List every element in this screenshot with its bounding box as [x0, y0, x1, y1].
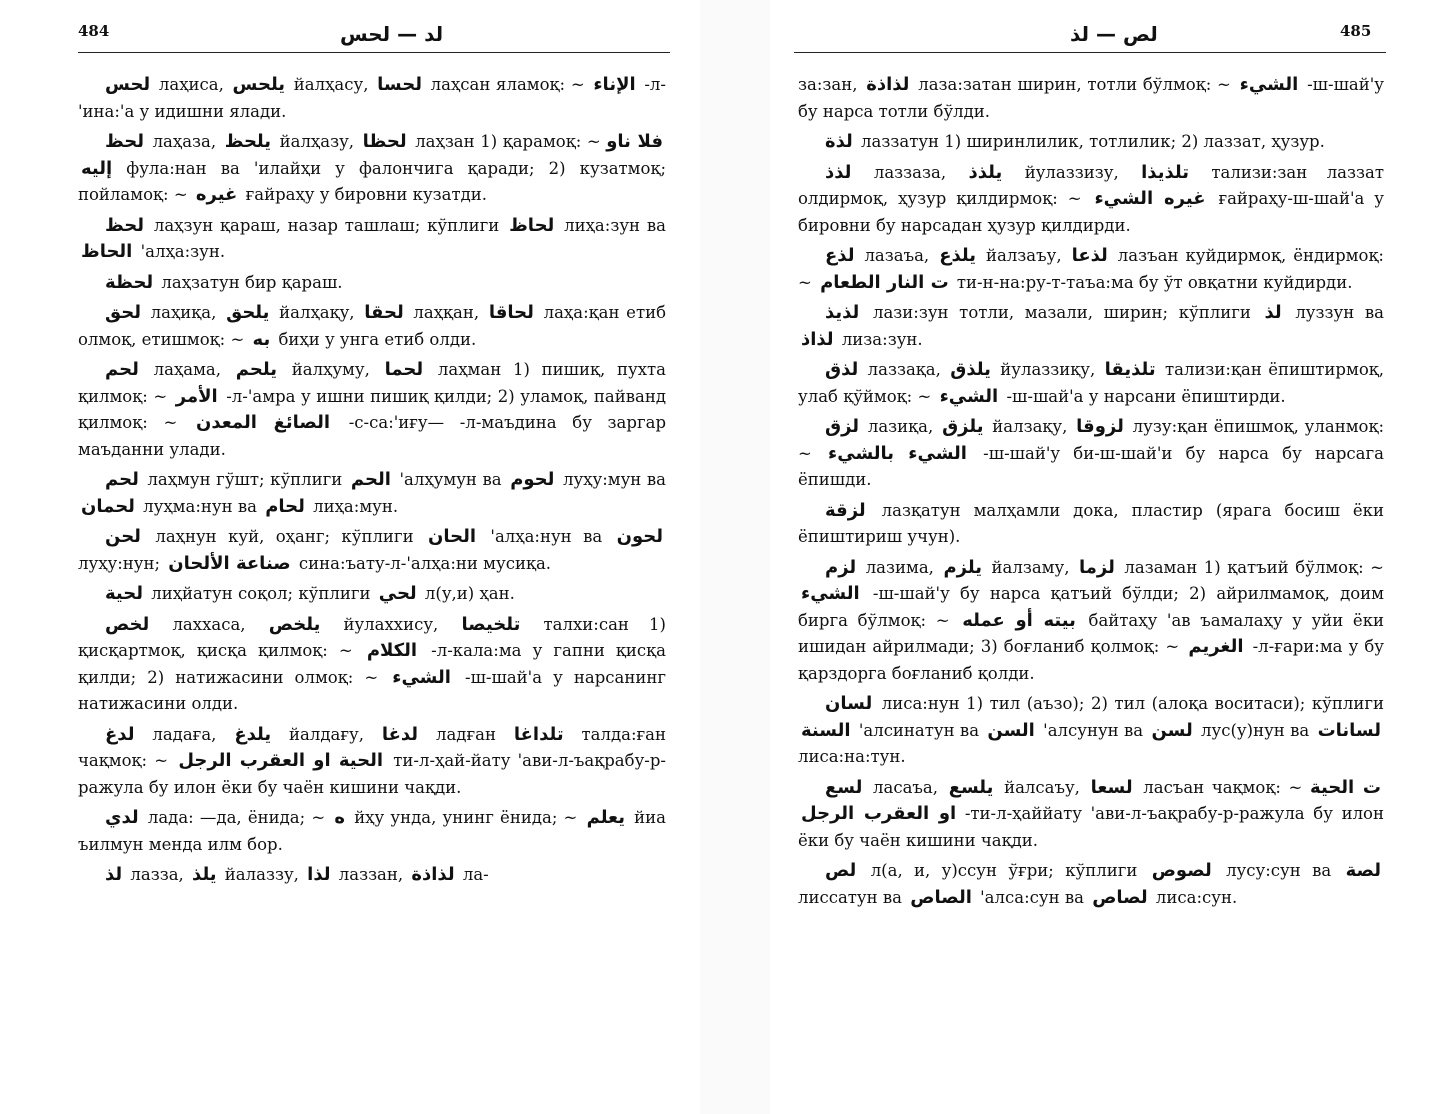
dictionary-entry: لحق лаҳиқа, يلحق йалҳақу, لحقا лаҳқан, لحاقا лаҳа:қан етиб олмоқ, етишмоқ: ~ به биҳи у унга етиб олди.: [78, 302, 667, 350]
dictionary-entry: لدغ ладаға, يلدغ йалдағу, لدغا ладған تلداغا талда:ған чақмоқ: ~ الحية او العقرب الرجل ти-л-ҳай-йату 'ави-л-ъақрабу-р-ражула бу илон ёки бу чаён кишини чақди.: [78, 723, 666, 797]
arabic-headword: يلحم: [235, 359, 277, 380]
arabic-headword: يلحق: [226, 302, 270, 323]
dictionary-entry: لحس лаҳиса, يلحس йалҳасу, لحسا лаҳсан яламоқ: ~ الإناء -л-'ина:'а у идишни ялади.: [78, 74, 666, 121]
dictionary-entry: لذق лаззақа, يلذق йулаззиқу, تلذيقا тализи:қан ёпиштирмоқ, улаб қўймоқ: ~ الشيء -ш-шай'а у нарсани ёпиштирди.: [798, 359, 1385, 407]
arabic-headword: لحق: [105, 302, 141, 323]
arabic-headword: غيره الشيء: [1094, 188, 1206, 209]
arabic-headword: يلزق: [942, 416, 984, 437]
arabic-headword: لدي: [105, 807, 139, 828]
dictionary-entry: لزم лазима, يلزم йалзаму, لزما лазаман 1) қатъий бўлмоқ: ~ الشيء -ш-шай'у бу нарса қатъий бўлди; 2) айрилмамоқ, доим бирга бўлмоқ: ~ بيته أو عمله байтаҳу 'ав ъамалаҳу у уйи ёки ишидан айрилмади; 3) боғланиб қолмоқ: ~ الغريم -л-ғари:ма у бу қарздорга боғланиб қолди.: [798, 556, 1385, 683]
header-rule: [794, 52, 1386, 53]
arabic-headword: لدغ: [105, 723, 135, 745]
arabic-headword: الحية او العقرب الرجل: [178, 750, 384, 771]
right-page: [770, 0, 1440, 1114]
arabic-headword: لذع: [825, 245, 855, 266]
arabic-headword: تلخيصا: [461, 613, 521, 635]
arabic-headword: السنة: [801, 719, 851, 741]
arabic-headword: الأمر: [175, 385, 218, 407]
arabic-headword: لحما: [384, 359, 424, 380]
arabic-headword: يلحظ: [224, 131, 272, 152]
arabic-headword: السن: [987, 719, 1035, 741]
running-head: لص — لذ: [1070, 22, 1158, 46]
arabic-headword: الشيء: [392, 666, 451, 688]
arabic-headword: لذاذة: [411, 864, 455, 885]
arabic-headword: لخص: [105, 613, 150, 635]
arabic-headword: لحية: [105, 583, 143, 604]
arabic-headword: يعلم: [586, 807, 625, 828]
dictionary-entry: لحظ лаҳзун қараш, назар ташлаш; кўплиги لحاظ лиҳа:зун ва الحاظ 'алҳа:зун.: [78, 213, 666, 266]
page-number: 484: [78, 22, 110, 40]
dictionary-entry: за:зан, لذاذة лаза:затан ширин, тотли бўлмоқ: ~ الشيء -ш-шай'у бу нарса тотли бўлди.: [798, 74, 1384, 121]
dictionary-entry: لذذ лаззаза, يلذذ йулаззизу, تلذيذا тализи:зан лаззат олдирмоқ, ҳузур қилдирмоқ: ~ غيره الشيء ғайраҳу-ш-шай'а у бировни бу нарсадан ҳузур қилдирди.: [798, 161, 1384, 235]
dictionary-entry: لذيذ лази:зун тотли, мазали, ширин; кўплиги لذ луззун ва لذاذ лиза:зун.: [798, 300, 1384, 353]
arabic-headword: يلذق: [950, 359, 991, 380]
arabic-headword: لذ: [1264, 302, 1282, 323]
arabic-headword: بيته أو عمله: [962, 609, 1076, 631]
arabic-headword: الشيء: [1239, 74, 1299, 95]
arabic-headword: الحم: [350, 469, 391, 490]
dictionary-entry: لحية лиҳйатун соқол; кўплиги لحي л(у,и) ҳан.: [78, 581, 666, 608]
running-head: لد — لحس: [340, 22, 444, 46]
arabic-headword: لحظة: [105, 271, 154, 293]
arabic-headword: لذة: [825, 131, 853, 152]
arabic-headword: صناعة الألحان: [168, 552, 291, 574]
arabic-headword: يلزم: [943, 556, 982, 578]
dictionary-entry: لدي лада: —да, ёнида; ~ ه йҳу унда, унинг ёнида; ~ يعلم йиа ъилмун менда илм бор.: [78, 807, 666, 854]
arabic-headword: تلذيذا: [1141, 161, 1189, 183]
dictionary-entry: لذة лаззатун 1) ширинлилик, тотлилик; 2) лаззат, ҳузур.: [798, 129, 1384, 156]
arabic-headword: لذعا: [1071, 245, 1108, 266]
arabic-headword: لسع: [825, 776, 863, 798]
arabic-headword: ه: [334, 807, 345, 828]
dictionary-entry: لخص лаххаса, يلخص йулаххису, تلخيصا талхи:сан 1) қисқартмоқ, қисқа қилмоқ: ~ الكلام -л-кала:ма у гапни қисқа қилди; 2) натижасини олмоқ: ~ الشيء -ш-шай'а у нарсанинг натижасини олди.: [78, 613, 666, 713]
arabic-headword: ت النار الطعام: [820, 271, 949, 293]
arabic-headword: لصوص: [1151, 860, 1212, 881]
arabic-headword: لزوقا: [1076, 416, 1124, 437]
arabic-headword: لزم: [825, 556, 857, 578]
arabic-headword: لذاذة: [866, 74, 910, 95]
dictionary-entry: لحظة лаҳзатун бир қараш.: [78, 270, 666, 297]
arabic-headword: الحان: [427, 526, 477, 547]
arabic-headword: ت الحية او العقرب الرجل: [801, 776, 1381, 824]
arabic-headword: لص: [825, 860, 857, 881]
arabic-headword: لزق: [825, 416, 860, 437]
arabic-headword: الحاظ: [81, 241, 133, 262]
dictionary-entry: لذع лазаъа, يلذع йалзаъу, لذعا лазъан куйдирмоқ, ёндирмоқ: ~ ت النار الطعام ти-н-на:ру-т-таъа:ма бу ўт овқатни куйдирди.: [798, 245, 1384, 293]
dictionary-entry: لسان лиса:нун 1) тил (аъзо); 2) тил (алоқа воситаси); кўплиги السنة 'алсинатун ва السن 'алсунун ва لسن лус(у)нун ва لسانات лиса:на:тун.: [798, 693, 1384, 766]
left-page: [0, 0, 700, 1114]
arabic-headword: لحون: [616, 526, 664, 547]
dictionary-entry: لص л(а, и, у)ссун ўғри; кўплиги لصوص лусу:сун ва لصة лиссатун ва الصاص 'алса:сун ва لصاص лиса:сун.: [798, 858, 1384, 911]
arabic-headword: لذيذ: [825, 302, 860, 323]
arabic-headword: تلداغا: [513, 723, 564, 745]
arabic-headword: غيره: [195, 184, 238, 205]
arabic-headword: لحظا: [362, 131, 407, 152]
dictionary-entry: لحم лаҳама, يلحم йалҳуму, لحما лаҳман 1) пишиқ, пухта қилмоқ: ~ الأمر -л-'амра у ишни пишиқ қилди; 2) уламоқ, пайванд қилмоқ: ~ الصائغ المعدن -с-са:'иғу— -л-маъдина бу заргар маъданни улади.: [78, 359, 667, 459]
arabic-headword: الشيء: [939, 385, 999, 407]
dictionary-entry: لزق лазиқа, يلزق йалзақу, لزوقا лузу:қан ёпишмоқ, уланмоқ: ~ الشيء بالشيء -ш-шай'у би-ш-шай'и бу нарса бу нарсага ёпишди.: [798, 416, 1385, 489]
dictionary-entry: لحم лаҳмун гўшт; кўплиги الحم 'алҳумун ва لحوم луҳу:мун ва لحمان луҳма:нун ва لحام лиҳа:мун.: [78, 467, 666, 520]
arabic-headword: لحسا: [377, 74, 422, 95]
arabic-headword: لزقة: [825, 499, 866, 521]
arabic-headword: لذذ: [825, 161, 852, 183]
arabic-headword: الكلام: [366, 640, 418, 661]
entries-column: [78, 72, 666, 893]
arabic-headword: لحم: [105, 469, 139, 490]
arabic-headword: الإناء: [593, 74, 636, 95]
page-number: 485: [1340, 22, 1372, 40]
arabic-headword: لصاص: [1092, 886, 1148, 908]
arabic-headword: لذاذ: [801, 328, 834, 350]
arabic-headword: لسعا: [1090, 776, 1133, 798]
arabic-headword: الشيء: [801, 583, 860, 604]
arabic-headword: لحس: [105, 74, 151, 95]
arabic-headword: لذا: [307, 864, 331, 885]
arabic-headword: لحقا: [364, 302, 404, 323]
arabic-headword: لذ: [105, 864, 123, 885]
arabic-headword: لسانات: [1317, 719, 1382, 741]
dictionary-entry: لحظ лаҳаза, يلحظ йалҳазу, لحظا лаҳзан 1) қарамоқ: ~ فلا ناو إليه фула:нан ва 'илайҳи у фалончига қаради; 2) кузатмоқ; пойламоқ: ~ غيره ғайраҳу у бировни кузатди.: [78, 131, 666, 205]
arabic-headword: الشيء بالشيء: [828, 442, 967, 464]
arabic-headword: لزما: [1078, 556, 1115, 578]
entries-column: [798, 72, 1384, 915]
dictionary-entry: لسع ласаъа, يلسع йалсаъу, لسعا ласъан чақмоқ: ~ ت الحية او العقرب الرجل -ти-л-ҳаййату 'ави-л-ъақрабу-р-ражула бу илон ёки бу чаён кишини чақди.: [798, 776, 1384, 850]
arabic-headword: لذق: [825, 359, 859, 380]
dictionary-entry: لزقة лазқатун малҳамли дока, пластир (ярага босиш ёки ёпиштириш учун).: [798, 499, 1384, 546]
arabic-headword: يلخص: [268, 613, 321, 635]
arabic-headword: لصة: [1345, 860, 1381, 881]
arabic-headword: يلسع: [948, 776, 994, 798]
arabic-headword: فلا ناو إليه: [81, 131, 663, 179]
arabic-headword: لحظ: [105, 131, 145, 152]
dictionary-entry: لحن лаҳнун куй, оҳанг; кўплиги الحان 'алҳа:нун ва لحون луҳу:нун; صناعة الألحان сина:ъату-л-'алҳа:ни мусиқа.: [78, 524, 666, 577]
arabic-headword: لحاظ: [509, 214, 555, 236]
arabic-headword: الغريم: [1188, 636, 1244, 657]
arabic-headword: لحمان: [81, 495, 135, 517]
arabic-headword: الصائغ المعدن: [195, 412, 331, 433]
header-rule: [78, 52, 670, 53]
arabic-headword: لحام: [265, 495, 305, 517]
arabic-headword: لدغا: [381, 723, 419, 745]
arabic-headword: لحاقا: [488, 302, 534, 323]
arabic-headword: يلذذ: [968, 161, 1003, 183]
arabic-headword: لسان: [825, 693, 873, 714]
arabic-headword: لحوم: [510, 469, 555, 490]
arabic-headword: لحن: [105, 526, 141, 547]
book-gutter: [700, 0, 770, 1114]
arabic-headword: به: [252, 328, 271, 350]
arabic-headword: لسن: [1151, 719, 1193, 741]
arabic-headword: لحي: [378, 583, 417, 604]
arabic-headword: تلذيقا: [1104, 359, 1156, 380]
arabic-headword: يلذ: [192, 864, 217, 885]
arabic-headword: يلذع: [939, 245, 976, 266]
arabic-headword: يلدغ: [234, 723, 272, 745]
arabic-headword: لحظ: [105, 214, 145, 236]
arabic-headword: لحم: [105, 359, 139, 380]
arabic-headword: الصاص: [910, 886, 972, 908]
arabic-headword: يلحس: [232, 74, 286, 95]
dictionary-entry: لذ лазза, يلذ йалаззу, لذا лаззан, لذاذة ла-: [78, 862, 666, 889]
